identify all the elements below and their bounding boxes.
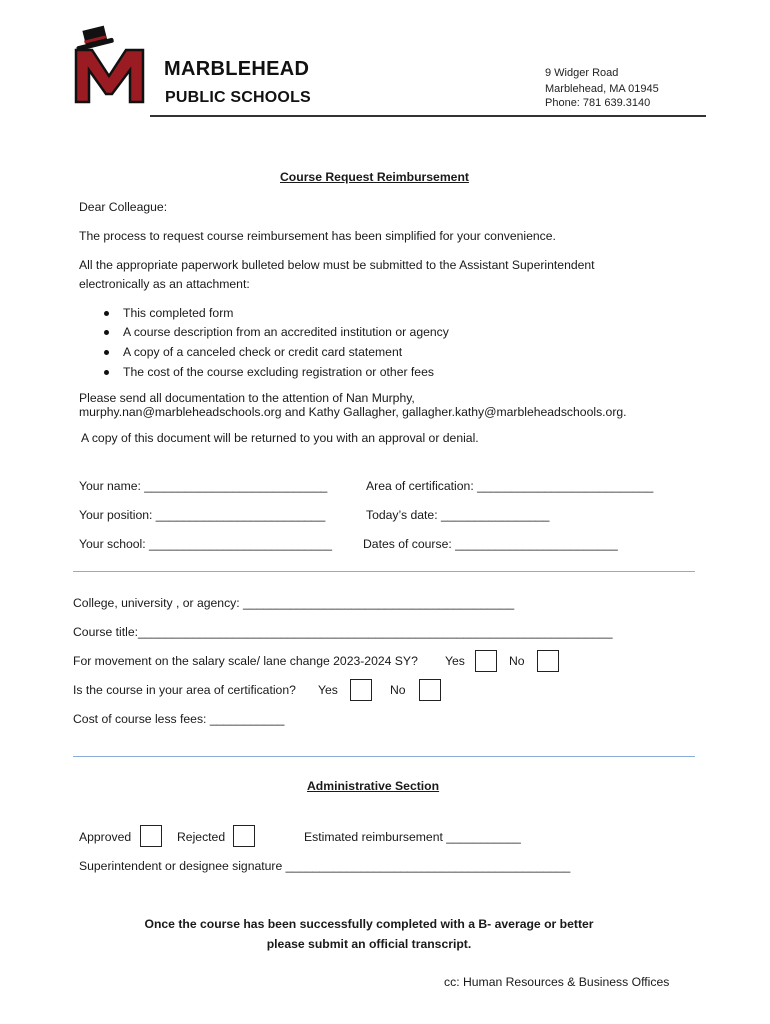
area-certification-yes-label: Yes — [318, 683, 338, 697]
rejected-checkbox[interactable] — [233, 825, 255, 847]
returned-note: A copy of this document will be returned to you with an approval or denial. — [81, 431, 479, 445]
address-phone: Phone: 781 639.3140 — [545, 97, 651, 109]
paperwork-text-line2: electronically as an attachment: — [79, 277, 250, 291]
salary-movement-no-checkbox[interactable] — [537, 650, 559, 672]
section-divider — [73, 571, 695, 572]
todays-date-field[interactable]: Today’s date: ________________ — [366, 508, 550, 522]
document-title: Course Request Reimbursement — [280, 170, 469, 184]
intro-text: The process to request course reimbursement has been simplified for your convenience. — [79, 229, 556, 243]
area-certification-no-label: No — [390, 683, 406, 697]
completion-note-line2: please submit an official transcript. — [266, 937, 472, 951]
bullet-icon — [104, 370, 109, 375]
bullet-icon — [104, 350, 109, 355]
certification-field[interactable]: Area of certification: __________________________ — [366, 479, 654, 493]
send-instructions-line2: murphy.nan@marbleheadschools.org and Kathy Gallagher, gallagher.kathy@marbleheadschools.org. — [79, 405, 627, 419]
bullet-icon — [104, 330, 109, 335]
estimated-reimbursement-field[interactable]: Estimated reimbursement ___________ — [304, 830, 521, 844]
bullet-item: A copy of a canceled check or credit card statement — [123, 345, 403, 359]
cc-note: cc: Human Resources & Business Offices — [444, 975, 670, 989]
area-certification-no-checkbox[interactable] — [419, 679, 441, 701]
salary-movement-yes-checkbox[interactable] — [475, 650, 497, 672]
bullet-item: The cost of the course excluding registration or other fees — [123, 365, 434, 379]
school-name: MARBLEHEAD — [164, 58, 310, 80]
salary-movement-question: For movement on the salary scale/ lane change 2023-2024 SY? — [73, 654, 418, 668]
address-street: 9 Widger Road — [545, 67, 619, 79]
approved-label: Approved — [79, 830, 132, 844]
send-instructions-line1: Please send all documentation to the attention of Nan Murphy, — [79, 391, 415, 405]
bullet-item: This completed form — [123, 306, 234, 320]
school-logo — [70, 24, 148, 108]
area-certification-question: Is the course in your area of certification? — [73, 683, 296, 697]
greeting: Dear Colleague: — [79, 200, 168, 214]
course-cost-field[interactable]: Cost of course less fees: ___________ — [73, 712, 285, 726]
school-subtitle: PUBLIC SCHOOLS — [165, 89, 311, 106]
header-divider — [150, 115, 706, 117]
position-field[interactable]: Your position: _________________________ — [79, 508, 326, 522]
school-field[interactable]: Your school: ___________________________ — [79, 537, 333, 551]
admin-section-heading: Administrative Section — [307, 779, 440, 793]
paperwork-text-line1: All the appropriate paperwork bulleted below must be submitted to the Assistant Superintendent — [79, 258, 595, 272]
address-city: Marblehead, MA 01945 — [545, 83, 659, 95]
bullet-item: A course description from an accredited institution or agency — [123, 325, 449, 339]
signature-field[interactable]: Superintendent or designee signature __________________________________________ — [79, 859, 571, 873]
college-field[interactable]: College, university , or agency: ________________________________________ — [73, 596, 515, 610]
salary-movement-yes-label: Yes — [445, 654, 465, 668]
approved-checkbox[interactable] — [140, 825, 162, 847]
rejected-label: Rejected — [177, 830, 226, 844]
salary-movement-no-label: No — [509, 654, 525, 668]
completion-note-line1: Once the course has been successfully completed with a B- average or better — [144, 917, 594, 931]
section-divider — [73, 756, 695, 757]
course-title-field[interactable]: Course title:______________________________________________________________________ — [73, 625, 613, 639]
area-certification-yes-checkbox[interactable] — [350, 679, 372, 701]
name-field[interactable]: Your name: ___________________________ — [79, 479, 328, 493]
bullet-icon — [104, 311, 109, 316]
dates-of-course-field[interactable]: Dates of course: ________________________ — [363, 537, 618, 551]
